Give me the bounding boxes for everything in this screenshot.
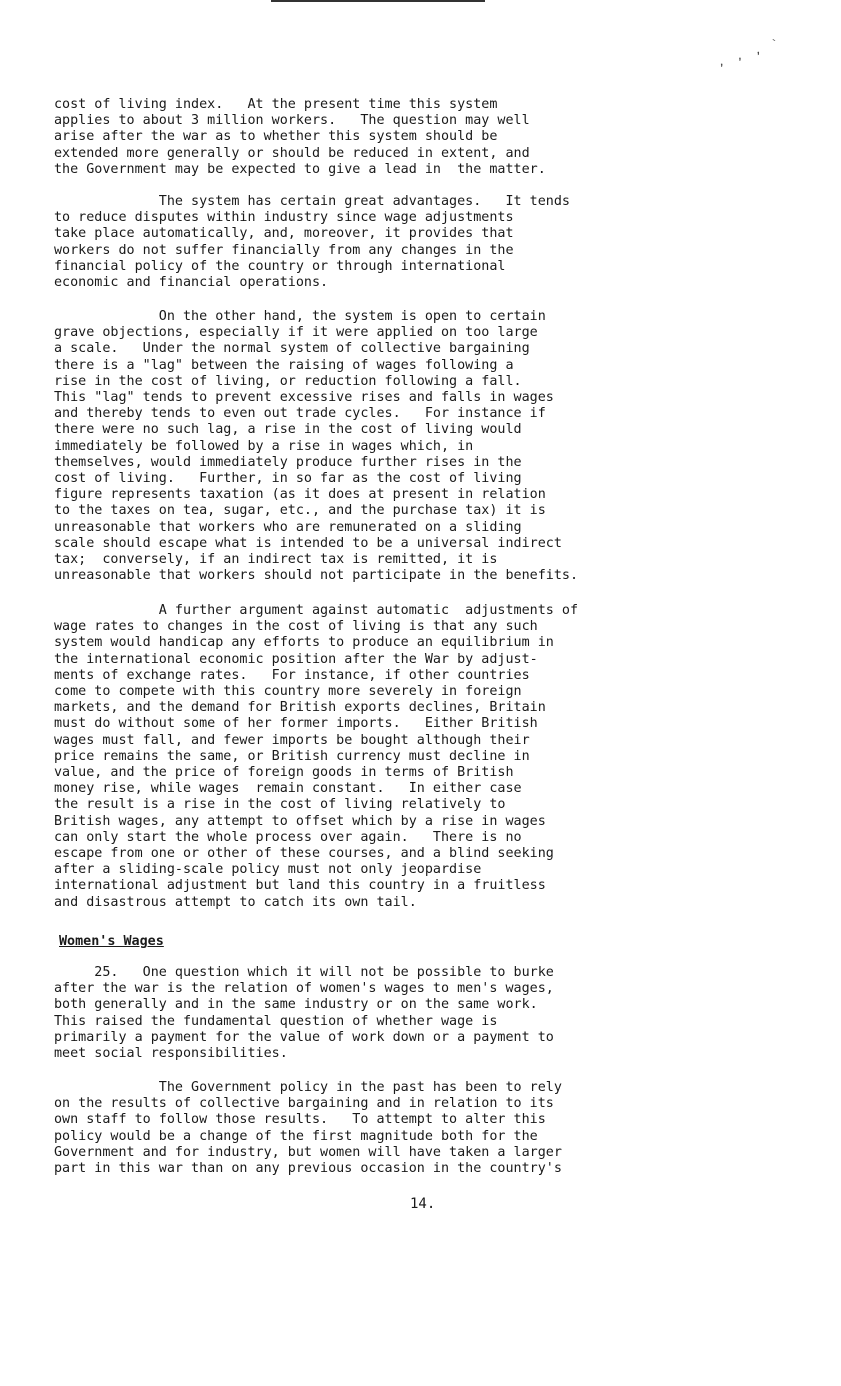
text-line: British wages, any attempt to offset which by a rise in wages xyxy=(54,813,546,829)
text-line: On the other hand, the system is open to certain xyxy=(54,309,546,324)
text-line: both generally and in the same industry or on the same work. xyxy=(54,997,538,1013)
text-line: workers do not suffer financially from any changes in the xyxy=(54,242,514,258)
text-line: the international economic position after the War by adjust- xyxy=(54,651,538,667)
text-line: unreasonable that workers should not participate in the benefits. xyxy=(54,568,579,584)
text-line: applies to about 3 million workers. The question may well xyxy=(54,113,530,129)
paragraph-further-argument xyxy=(54,603,694,911)
text-line: to the taxes on tea, sugar, etc., and the purchase tax) it is xyxy=(54,503,546,519)
paragraph-government-policy xyxy=(54,1080,694,1177)
text-line: This "lag" tends to prevent excessive rises and falls in wages xyxy=(54,390,554,406)
text-line: wage rates to changes in the cost of living is that any such xyxy=(54,619,538,635)
text-line: The Government policy in the past has been to rely xyxy=(54,1080,562,1095)
text-line: financial policy of the country or through international xyxy=(54,258,506,274)
text-line: meet social responsibilities. xyxy=(54,1046,288,1062)
text-line: system would handicap any efforts to produce an equilibrium in xyxy=(54,635,554,651)
text-line: escape from one or other of these courses, and a blind seeking xyxy=(54,846,554,862)
text-line: and disastrous attempt to catch its own tail. xyxy=(54,894,417,910)
text-line: arise after the war as to whether this system should be xyxy=(54,129,498,145)
text-line: to reduce disputes within industry since wage adjustments xyxy=(54,210,514,226)
text-line: themselves, would immediately produce further rises in the xyxy=(54,454,522,470)
text-line: take place automatically, and, moreover, it provides that xyxy=(54,226,514,242)
text-line: on the results of collective bargaining and in relation to its xyxy=(54,1096,554,1112)
paragraph-advantages xyxy=(54,194,694,291)
text-line: part in this war than on any previous occasion in the country's xyxy=(54,1161,562,1177)
text-line: figure represents taxation (as it does at present in relation xyxy=(54,487,546,503)
text-line: and thereby tends to even out trade cycles. For instance if xyxy=(54,406,546,422)
text-line: 25. One question which it will not be possible to burke xyxy=(54,965,554,980)
text-line: economic and financial operations. xyxy=(54,275,329,291)
text-line: Government and for industry, but women will have taken a larger xyxy=(54,1144,562,1160)
text-line: rise in the cost of living, or reduction following a fall. xyxy=(54,373,522,389)
text-line: value, and the price of foreign goods in terms of British xyxy=(54,765,514,781)
text-line: money rise, while wages remain constant. In either case xyxy=(54,781,522,797)
text-line: primarily a payment for the value of work down or a payment to xyxy=(54,1029,554,1045)
text-line: unreasonable that workers who are remunerated on a sliding xyxy=(54,519,522,535)
text-line: tax; conversely, if an indirect tax is remitted, it is xyxy=(54,552,498,568)
text-line: grave objections, especially if it were applied on too large xyxy=(54,325,538,341)
text-line: after the war is the relation of women's wages to men's wages, xyxy=(54,981,554,997)
text-line: scale should escape what is intended to be a universal indirect xyxy=(54,535,562,551)
text-line: the Government may be expected to give a lead in the matter. xyxy=(54,161,546,177)
text-line: there is a "lag" between the raising of wages following a xyxy=(54,357,514,373)
margin-marks: , , , ` xyxy=(715,35,784,70)
text-line: international adjustment but land this country in a fruitless xyxy=(54,878,546,894)
text-line: The system has certain great advantages. It tends xyxy=(54,194,570,209)
text-line: can only start the whole process over again. There is no xyxy=(54,829,522,845)
text-line: come to compete with this country more severely in foreign xyxy=(54,684,522,700)
text-line: own staff to follow those results. To attempt to alter this xyxy=(54,1112,546,1128)
text-line: A further argument against automatic adjustments of xyxy=(54,603,579,618)
text-line: immediately be followed by a rise in wages which, in xyxy=(54,438,474,454)
text-line: cost of living. Further, in so far as the cost of living xyxy=(54,471,522,487)
section-heading-womens-wages: Women's Wages xyxy=(59,934,164,949)
text-line: there were no such lag, a rise in the cost of living would xyxy=(54,422,522,438)
page-number: 14. xyxy=(410,1196,436,1212)
paragraph-objections xyxy=(54,309,694,584)
paragraph-cost-of-living-index xyxy=(54,97,694,178)
text-line: ments of exchange rates. For instance, if other countries xyxy=(54,667,530,683)
text-line: wages must fall, and fewer imports be bought although their xyxy=(54,732,530,748)
top-rule xyxy=(271,0,485,2)
text-line: must do without some of her former imports. Either British xyxy=(54,716,538,732)
text-line: cost of living index. At the present time this system xyxy=(54,97,498,112)
text-line: a scale. Under the normal system of collective bargaining xyxy=(54,341,530,357)
text-line: markets, and the demand for British exports declines, Britain xyxy=(54,700,546,716)
text-line: extended more generally or should be reduced in extent, and xyxy=(54,145,530,161)
text-line: the result is a rise in the cost of living relatively to xyxy=(54,797,506,813)
text-line: policy would be a change of the first magnitude both for the xyxy=(54,1128,538,1144)
text-line: price remains the same, or British currency must decline in xyxy=(54,748,530,764)
text-line: This raised the fundamental question of whether wage is xyxy=(54,1013,498,1029)
text-line: after a sliding-scale policy must not only jeopardise xyxy=(54,862,482,878)
paragraph-womens-wages xyxy=(54,965,694,1062)
